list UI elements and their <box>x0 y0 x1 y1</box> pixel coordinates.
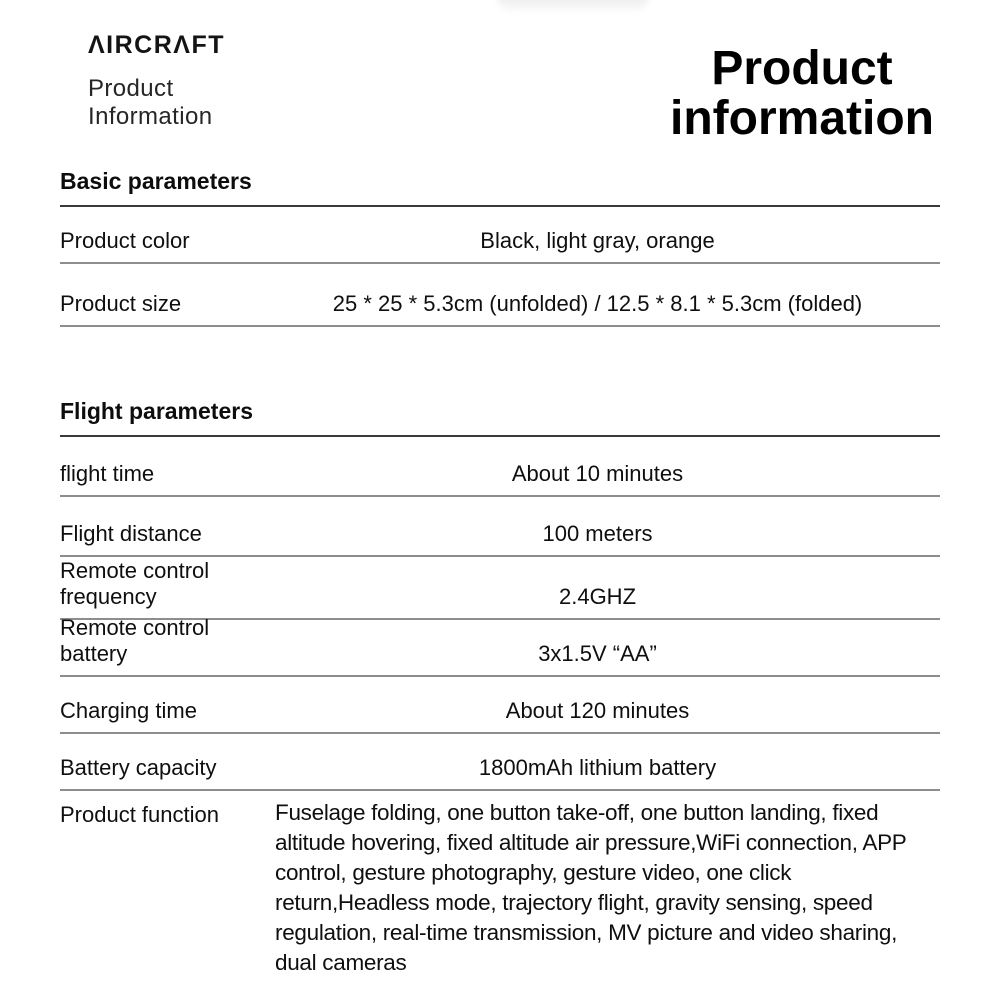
row-label: Flight distance <box>60 521 202 546</box>
table-row <box>60 497 940 557</box>
page-title-line-2: information <box>670 92 934 145</box>
table-row <box>60 437 940 497</box>
table-row <box>60 734 940 791</box>
spec-table <box>60 160 940 978</box>
subtitle-line-1: Product <box>88 75 174 102</box>
subtitle-line-2: Information <box>88 103 213 130</box>
top-edge-artifact <box>498 0 648 12</box>
table-row <box>60 677 940 734</box>
row-label: flight time <box>60 461 155 486</box>
row-label: Product color <box>60 228 190 253</box>
table-row-product-function <box>60 791 940 978</box>
section-heading-basic-parameters: Basic parameters <box>60 160 940 207</box>
row-label: Battery capacity <box>60 755 217 780</box>
table-row <box>60 264 940 327</box>
table-row <box>60 615 940 677</box>
row-value: Fuselage folding, one button take-off, one button landing, fixed altitude hovering, fixed altitude air pressure,WiFi connection, APP control, gesture photography, gesture video, one click return,Headless mode, trajectory flight, gravity sensing, speed regulation, real-time transmission, MV picture and video sharing, dual cameras <box>275 800 907 975</box>
row-value: About 120 minutes <box>505 698 690 723</box>
row-label: Product function <box>60 802 219 827</box>
row-label: Charging time <box>60 698 197 723</box>
row-value: 100 meters <box>542 521 653 546</box>
table-row <box>60 207 940 264</box>
row-value: 1800mAh lithium battery <box>478 755 717 780</box>
row-value: About 10 minutes <box>511 461 684 486</box>
page-title-line-1: Product <box>711 42 893 95</box>
table-row <box>60 557 940 620</box>
section-heading-flight-parameters: Flight parameters <box>60 327 940 437</box>
row-label: Remote control frequency <box>60 558 210 609</box>
row-value: Black, light gray, orange <box>480 228 715 253</box>
row-value: 25 * 25 * 5.3cm (unfolded) / 12.5 * 8.1 * 5.3cm (folded) <box>332 291 863 316</box>
brand-logo: ΛIRCRΛFT <box>88 31 225 59</box>
row-value: 3x1.5V “AA” <box>538 641 657 666</box>
page-title <box>670 44 934 144</box>
row-label: Product size <box>60 291 182 316</box>
row-label: Remote control battery <box>60 615 210 666</box>
row-value: 2.4GHZ <box>558 584 637 609</box>
page-subtitle <box>88 75 212 131</box>
